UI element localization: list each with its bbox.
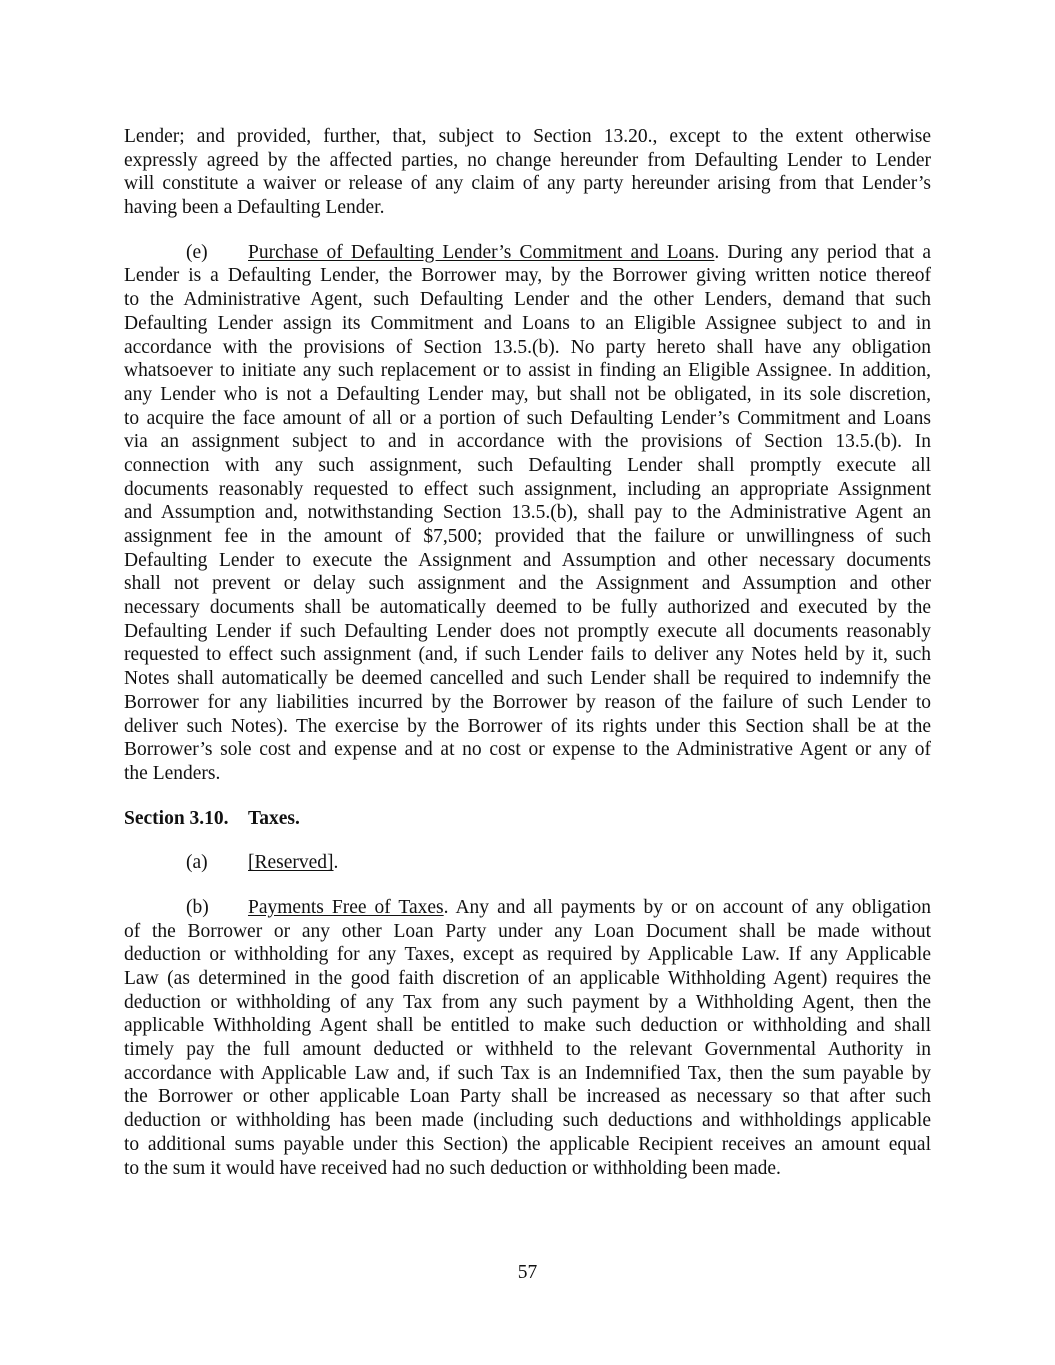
text-line: Borrower’s sole cost and expense and at no cost or expense to the Administrative Agent or any of (124, 739, 931, 761)
paragraph-first-line (124, 241, 931, 265)
text-line: Notes shall automatically be deemed cancelled and such Lender shall be required to indemnify the (124, 668, 931, 690)
text-line: requested to effect such assignment (and, if such Lender fails to deliver any Notes held by it, such (124, 644, 931, 666)
text-line: connection with any such assignment, such Defaulting Lender shall promptly execute all (124, 454, 931, 476)
text-line: deliver such Notes). The exercise by the Borrower of its rights under this Section shall be at the (124, 715, 931, 737)
text-line: any Lender who is not a Defaulting Lender may, but shall not be obligated, in its sole discretion, (124, 383, 931, 405)
section-heading (124, 807, 931, 831)
section-title: Taxes. (248, 807, 300, 829)
text-line: Defaulting Lender to execute the Assignment and Assumption and other necessary documents (124, 549, 931, 571)
text-line: shall not prevent or delay such assignment and the Assignment and Assumption and other (124, 573, 931, 595)
paragraph-first-line (124, 896, 931, 920)
text-line: documents reasonably requested to effect such assignment, including an appropriate Assignment (124, 478, 931, 500)
text-line: applicable Withholding Agent shall be entitled to make such deduction or withholding and shall (124, 1015, 931, 1037)
paragraph-title: Purchase of Defaulting Lender’s Commitment and Loans (248, 241, 715, 263)
paragraph-title: [Reserved] (248, 852, 334, 874)
text-line: the Lenders. (124, 762, 221, 784)
paragraph-title: Payments Free of Taxes (248, 896, 444, 918)
text-line: deduction or withholding for any Taxes, except as required by Applicable Law. If any Applicable (124, 944, 931, 966)
paragraph-text: . During any period that a (714, 241, 931, 263)
text-line: to the sum it would have received had no such deduction or withholding been made. (124, 1157, 781, 1179)
text-line: having been a Defaulting Lender. (124, 197, 385, 219)
text-line: via an assignment subject to and in accordance with the provisions of Section 13.5.(b). In (124, 431, 931, 453)
page-number: 57 (517, 1262, 538, 1283)
paragraph-b (124, 896, 931, 1180)
text-line: Borrower for any liabilities incurred by the Borrower by reason of the failure of such Lender to (124, 691, 931, 713)
text-line: Lender is a Defaulting Lender, the Borrower may, by the Borrower giving written notice thereof (124, 265, 931, 287)
paragraph-a (124, 851, 931, 875)
text-line: accordance with the provisions of Section 13.5.(b). No party hereto shall have any obligation (124, 336, 931, 358)
paragraph-continuation (124, 125, 931, 220)
text-line: the Borrower or other applicable Loan Party shall be increased as necessary so that after such (124, 1086, 931, 1108)
paragraph-label: (a) (186, 852, 208, 874)
text-line: expressly agreed by the affected parties, no change hereunder from Defaulting Lender to Lender (124, 149, 931, 171)
text-line: to the Administrative Agent, such Defaulting Lender and the other Lenders, demand that such (124, 289, 931, 311)
text-line: Defaulting Lender assign its Commitment and Loans to an Eligible Assignee subject to and in (124, 312, 931, 334)
paragraph-label: (b) (186, 896, 209, 918)
text-line: whatsoever to initiate any such replacement or to assist in finding an Eligible Assignee. In addition, (124, 360, 931, 382)
section-number: Section 3.10. (124, 807, 229, 829)
text-line: necessary documents shall be automatically deemed to be fully authorized and executed by the (124, 597, 931, 619)
text-line: of the Borrower or any other Loan Party under any Loan Document shall be made without (124, 920, 931, 942)
text-line: Lender; and provided, further, that, subject to Section 13.20., except to the extent otherwise (124, 126, 931, 147)
text-line: and Assumption and, notwithstanding Section 13.5.(b), shall pay to the Administrative Agent an (124, 502, 931, 524)
text-line: assignment fee in the amount of $7,500; provided that the failure or unwillingness of such (124, 526, 931, 547)
text-line: deduction or withholding has been made (including such deductions and withholdings applicable (124, 1110, 931, 1132)
text-line: deduction or withholding of any Tax from any such payment by a Withholding Agent, then the (124, 991, 931, 1013)
text-line: timely pay the full amount deducted or withheld to the relevant Governmental Authority in (124, 1039, 931, 1061)
text-line: will constitute a waiver or release of any claim of any party hereunder arising from that Lender’s (124, 173, 931, 195)
paragraph-label: (e) (186, 241, 208, 263)
text-line: to acquire the face amount of all or a portion of such Defaulting Lender’s Commitment and Loans (124, 407, 931, 429)
text-line: to additional sums payable under this Section) the applicable Recipient receives an amount equal (124, 1133, 931, 1155)
paragraph-text: . (333, 852, 339, 874)
paragraph-e (124, 241, 931, 786)
document-page (124, 125, 931, 1201)
paragraph-text: . Any and all payments by or on account of any obligation (443, 896, 931, 918)
text-line: accordance with Applicable Law and, if such Tax is an Indemnified Tax, then the sum payable by (124, 1062, 931, 1084)
text-line: Defaulting Lender if such Defaulting Lender does not promptly execute all documents reasonably (124, 620, 931, 642)
text-line: Law (as determined in the good faith discretion of an applicable Withholding Agent) requires the (124, 968, 931, 989)
